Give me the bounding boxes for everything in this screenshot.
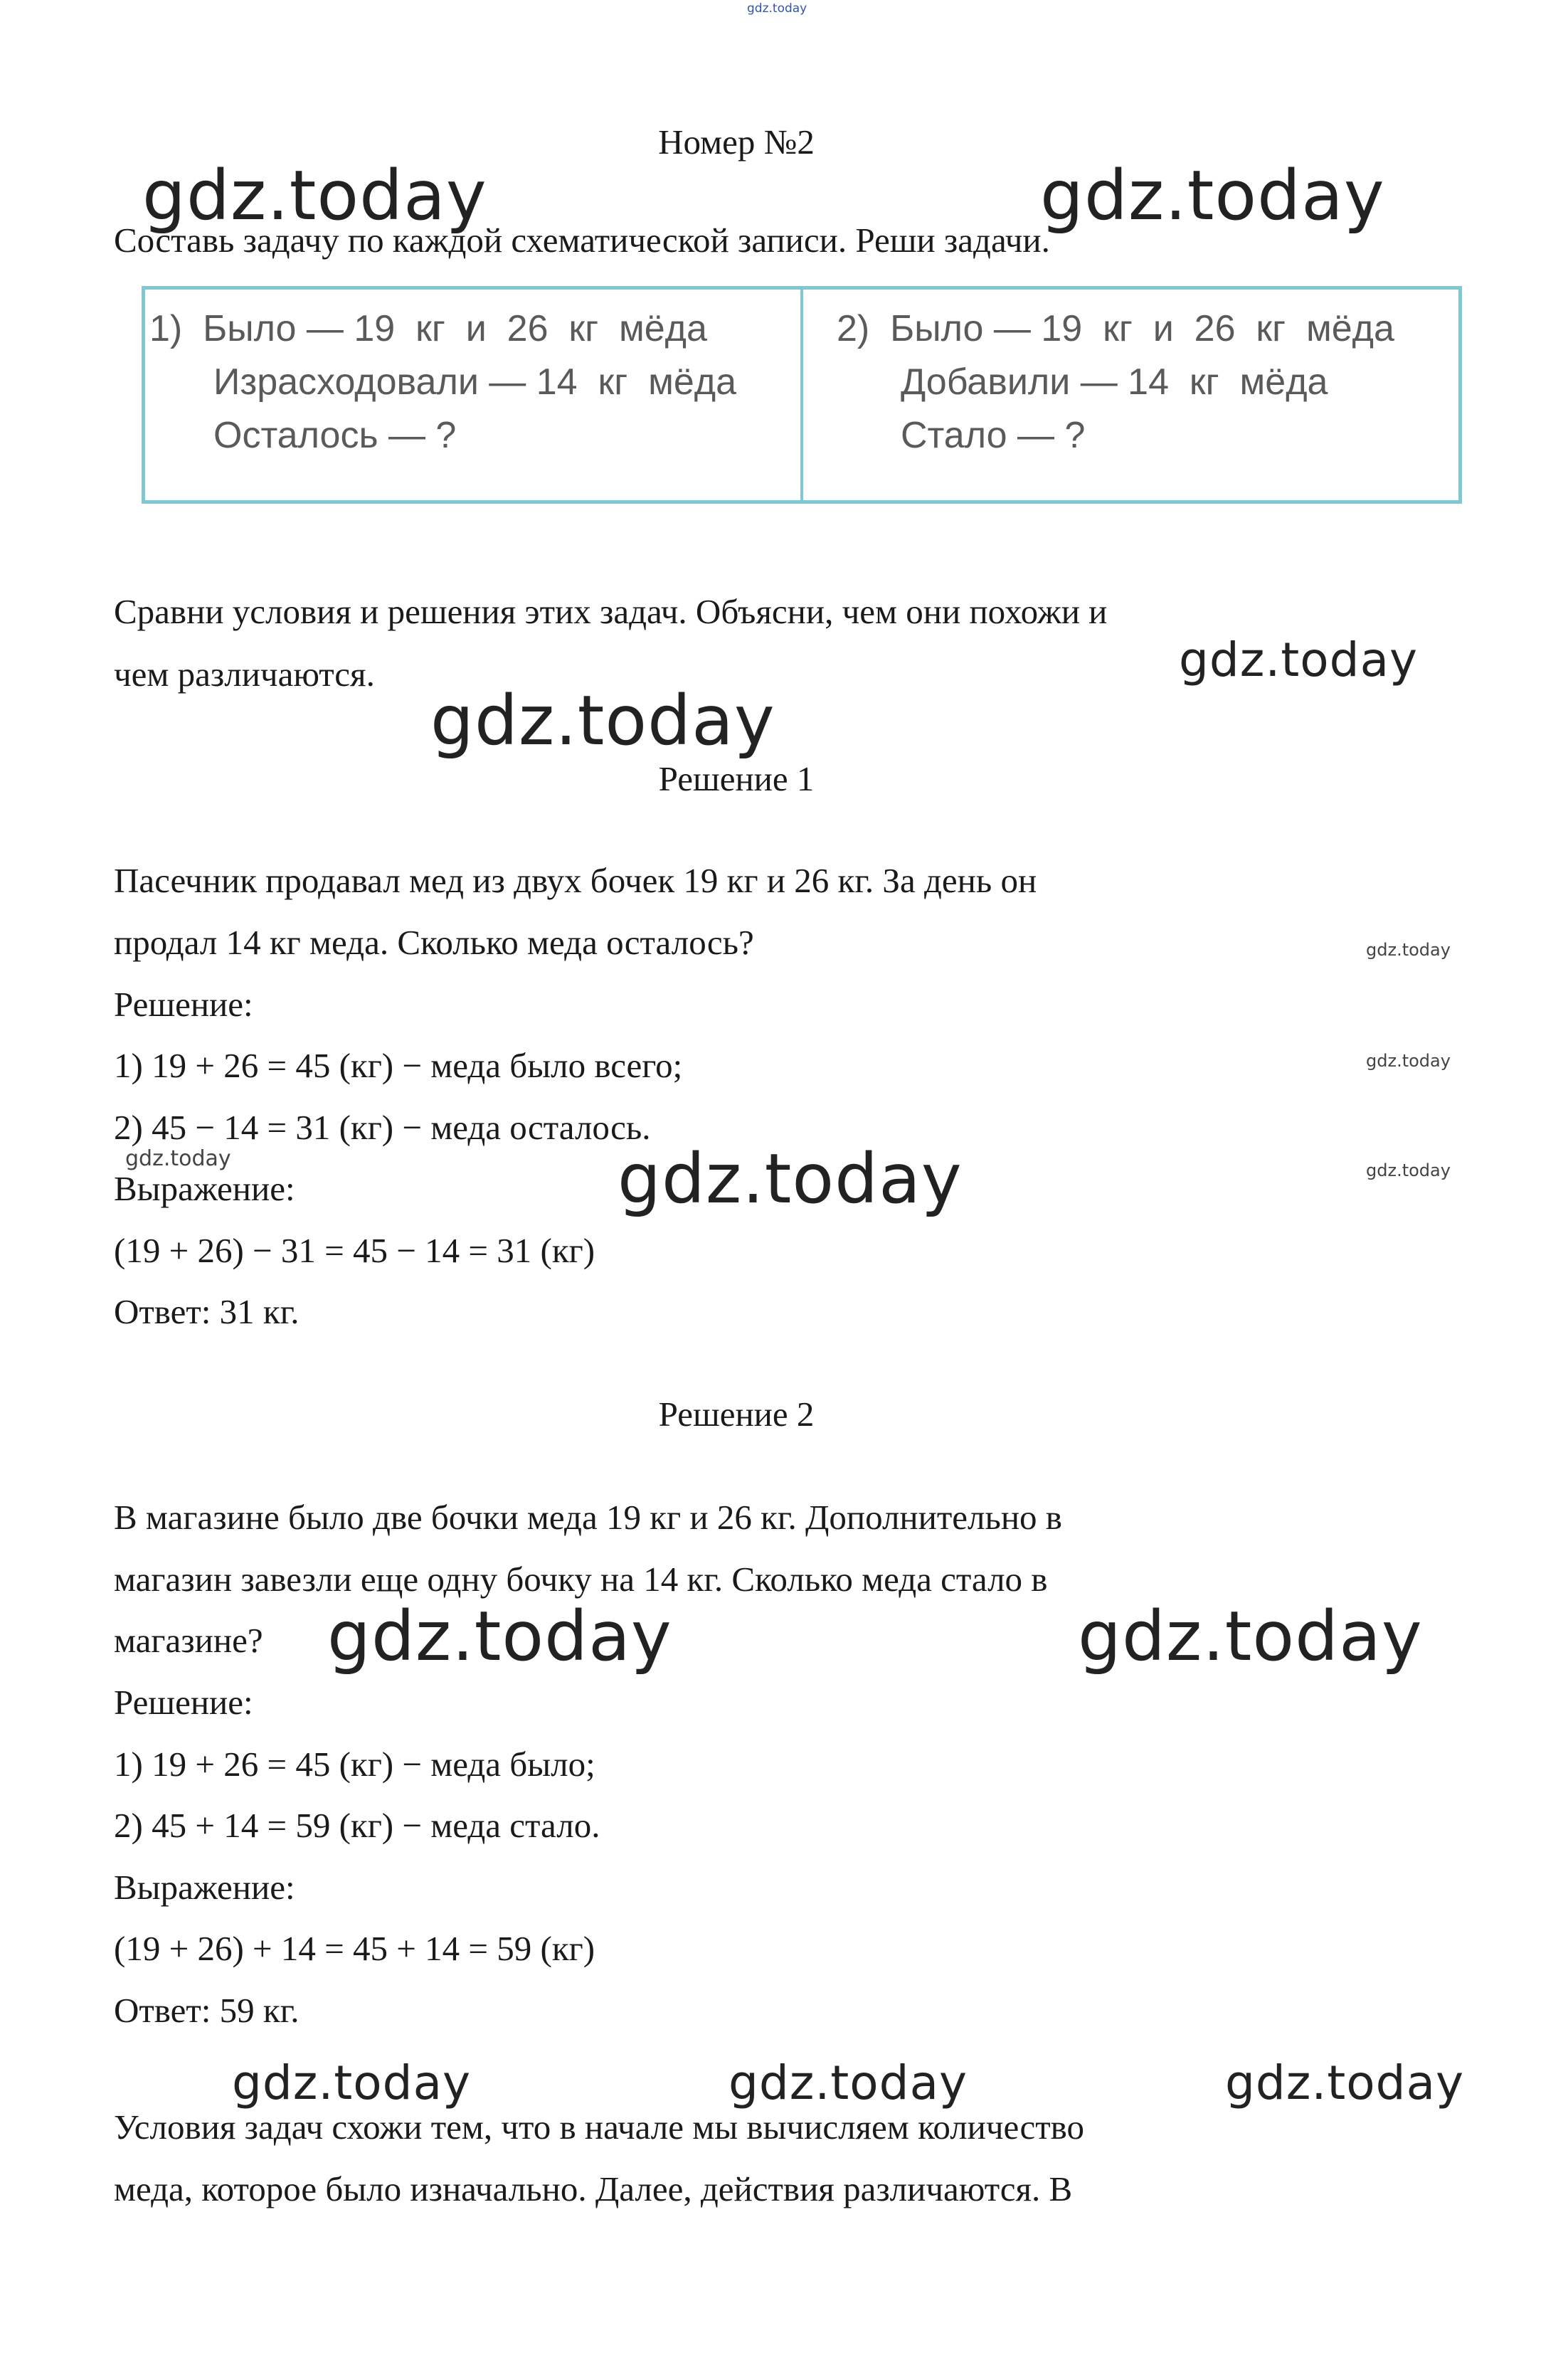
watermark-top: gdz.today (747, 1, 807, 16)
solution-2-answer: Ответ: 59 кг. (114, 1991, 300, 2030)
conclusion-line-1: Условия задач схожи тем, что в начале мы вычисляем количество (114, 2107, 1084, 2147)
watermark-13: gdz.today (729, 2056, 968, 2110)
solution-2-expression-label: Выражение: (114, 1868, 295, 1907)
watermark-14: gdz.today (1225, 2056, 1465, 2110)
solution-2-problem-line-3: магазине? (114, 1621, 263, 1660)
solution-2-problem-line-1: В магазине было две бочки меда 19 кг и 26 кг. Дополнительно в (114, 1498, 1062, 1537)
solution-1-problem-line-2: продал 14 кг меда. Сколько меда осталось? (114, 923, 754, 962)
solution-2-step-2: 2) 45 + 14 = 59 (кг) − меда стало. (114, 1806, 600, 1845)
watermark-2: gdz.today (1040, 156, 1385, 236)
watermark-4: gdz.today (430, 681, 775, 761)
solution-2-expression: (19 + 26) + 14 = 45 + 14 = 59 (кг) (114, 1929, 595, 1968)
solution-1-heading: Решение 1 (658, 759, 815, 798)
watermark-10: gdz.today (327, 1597, 672, 1676)
solution-1-step-2: 2) 45 − 14 = 31 (кг) − меда осталось. (114, 1108, 651, 1147)
solution-1-step-1: 1) 19 + 26 = 45 (кг) − меда было всего; (114, 1046, 683, 1085)
watermark-6: gdz.today (1366, 1051, 1451, 1071)
scheme-box (142, 286, 1462, 504)
scheme-1-line-3: Осталось — ? (213, 415, 457, 456)
scheme-divider (800, 290, 803, 500)
scheme-2-line-2: Добавили — 14 кг мёда (901, 361, 1328, 403)
scheme-1-line-1: 1) Было — 19 кг и 26 кг мёда (149, 308, 707, 349)
compare-line-2: чем различаются. (114, 655, 375, 694)
solution-1-expression: (19 + 26) − 31 = 45 − 14 = 31 (кг) (114, 1231, 595, 1270)
solution-1-expression-label: Выражение: (114, 1169, 295, 1208)
solution-2-heading: Решение 2 (658, 1395, 815, 1434)
compare-line-1: Сравни условия и решения этих задач. Объясни, чем они похожи и (114, 592, 1108, 631)
watermark-8: gdz.today (618, 1139, 963, 1219)
solution-1-label: Решение: (114, 985, 253, 1024)
watermark-11: gdz.today (1078, 1597, 1423, 1676)
scheme-cell-1 (149, 302, 736, 462)
watermark-7: gdz.today (125, 1146, 231, 1171)
scheme-1-line-2: Израсходовали — 14 кг мёда (213, 361, 737, 403)
scheme-cell-2 (837, 302, 1394, 462)
solution-2-label: Решение: (114, 1683, 253, 1722)
watermark-5: gdz.today (1366, 940, 1451, 960)
solution-1-answer: Ответ: 31 кг. (114, 1292, 300, 1331)
watermark-3: gdz.today (1179, 633, 1419, 687)
scheme-2-line-1: 2) Было — 19 кг и 26 кг мёда (837, 308, 1394, 349)
solution-2-problem-line-2: магазин завезли еще одну бочку на 14 кг. Сколько меда стало в (114, 1560, 1048, 1599)
page-title: Номер №2 (658, 122, 815, 162)
conclusion-line-2: меда, которое было изначально. Далее, действия различаются. В (114, 2169, 1073, 2208)
watermark-12: gdz.today (232, 2056, 472, 2110)
watermark-9: gdz.today (1366, 1160, 1451, 1180)
watermark-1: gdz.today (142, 156, 487, 236)
solution-2-step-1: 1) 19 + 26 = 45 (кг) − меда было; (114, 1745, 595, 1784)
solution-1-problem-line-1: Пасечник продавал мед из двух бочек 19 кг и 26 кг. За день он (114, 861, 1037, 900)
scheme-2-line-3: Стало — ? (901, 415, 1086, 456)
task-text: Составь задачу по каждой схематической записи. Реши задачи. (114, 221, 1050, 260)
